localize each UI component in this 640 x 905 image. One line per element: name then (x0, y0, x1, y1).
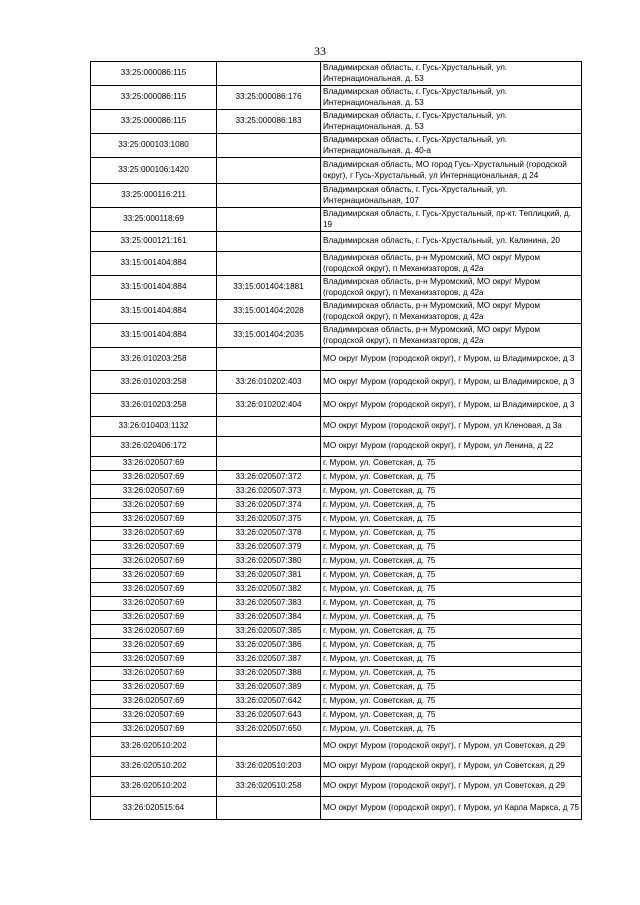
parcel-number-cell: 33:25:000121:161 (91, 232, 217, 252)
table-row (91, 348, 582, 371)
object-number-cell (217, 457, 321, 471)
table-row (91, 485, 582, 499)
object-number-cell: 33:26:020507:380 (217, 555, 321, 569)
object-number-cell: 33:26:020507:387 (217, 653, 321, 667)
address-cell: Владимирская область, г. Гусь-Хрустальный, ул. Интернациональная, д. 53 (321, 62, 582, 86)
parcel-number-cell: 33:26:020507:69 (91, 709, 217, 723)
table-row (91, 437, 582, 457)
object-number-cell: 33:26:020507:383 (217, 597, 321, 611)
address-cell: г. Муром, ул. Советская, д. 75 (321, 611, 582, 625)
parcel-number-cell: 33:26:020507:69 (91, 541, 217, 555)
address-cell: г. Муром, ул. Советская, д. 75 (321, 583, 582, 597)
table-row (91, 252, 582, 276)
object-number-cell (217, 158, 321, 184)
parcel-number-cell: 33:26:020507:69 (91, 639, 217, 653)
table-row (91, 499, 582, 513)
object-number-cell: 33:26:010202:404 (217, 394, 321, 417)
address-cell: г. Муром, ул. Советская, д. 75 (321, 723, 582, 737)
address-cell: МО округ Муром (городской округ), г Муром, ул Кленовая, д 3а (321, 417, 582, 437)
object-number-cell: 33:26:020507:384 (217, 611, 321, 625)
object-number-cell: 33:25:000086:183 (217, 110, 321, 134)
table-row (91, 394, 582, 417)
parcel-number-cell: 33:25:000103:1080 (91, 134, 217, 158)
parcel-number-cell: 33:25:000086:115 (91, 62, 217, 86)
parcel-number-cell: 33:26:020507:69 (91, 499, 217, 513)
parcel-number-cell: 33:25:000118:69 (91, 208, 217, 232)
parcel-number-cell: 33:25:000086:115 (91, 110, 217, 134)
table-row (91, 723, 582, 737)
object-number-cell (217, 208, 321, 232)
address-cell: Владимирская область, р-н Муромский, МО округ Муром (городской округ), п Механизаторов, д 42а (321, 300, 582, 324)
cadastral-table (90, 61, 582, 820)
address-cell: МО округ Муром (городской округ), г Муром, ш Владимирское, д 3 (321, 371, 582, 394)
object-number-cell: 33:26:020507:381 (217, 569, 321, 583)
table-row (91, 695, 582, 709)
address-cell: Владимирская область, МО город Гусь-Хрустальный (городской округ), г Гусь-Хрустальный, ул Интернациональная, д 24 (321, 158, 582, 184)
object-number-cell: 33:26:020507:643 (217, 709, 321, 723)
object-number-cell (217, 134, 321, 158)
address-cell: г. Муром, ул. Советская, д. 75 (321, 653, 582, 667)
table-row (91, 276, 582, 300)
table-row (91, 371, 582, 394)
parcel-number-cell: 33:26:020507:69 (91, 471, 217, 485)
address-cell: г. Муром, ул. Советская, д. 75 (321, 471, 582, 485)
address-cell: МО округ Муром (городской округ), г Муром, ул Карла Маркса, д 75 (321, 797, 582, 820)
object-number-cell (217, 348, 321, 371)
parcel-number-cell: 33:26:010203:258 (91, 394, 217, 417)
parcel-number-cell: 33:26:020507:69 (91, 611, 217, 625)
address-cell: г. Муром, ул. Советская, д. 75 (321, 625, 582, 639)
parcel-number-cell: 33:26:020507:69 (91, 695, 217, 709)
object-number-cell: 33:26:020507:650 (217, 723, 321, 737)
object-number-cell: 33:26:020507:372 (217, 471, 321, 485)
table-row (91, 777, 582, 797)
address-cell: МО округ Муром (городской округ), г Муром, ул Советская, д 29 (321, 777, 582, 797)
address-cell: МО округ Муром (городской округ), г Муром, ул Ленина, д 22 (321, 437, 582, 457)
address-cell: Владимирская область, р-н Муромский, МО округ Муром (городской округ), п Механизаторов, д 42а (321, 324, 582, 348)
table-row (91, 681, 582, 695)
address-cell: Владимирская область, р-н Муромский, МО округ Муром (городской округ), п Механизаторов, д 42а (321, 252, 582, 276)
address-cell: г. Муром, ул. Советская, д. 75 (321, 541, 582, 555)
object-number-cell (217, 252, 321, 276)
object-number-cell: 33:26:020507:378 (217, 527, 321, 541)
object-number-cell (217, 437, 321, 457)
address-cell: Владимирская область, г. Гусь-Хрустальный, пр-кт. Теплицкий, д. 19 (321, 208, 582, 232)
parcel-number-cell: 33:26:020510:202 (91, 777, 217, 797)
table-row (91, 797, 582, 820)
table-row (91, 134, 582, 158)
object-number-cell (217, 62, 321, 86)
object-number-cell: 33:26:020507:385 (217, 625, 321, 639)
object-number-cell (217, 737, 321, 757)
address-cell: г. Муром, ул. Советская, д. 75 (321, 457, 582, 471)
table-row (91, 158, 582, 184)
object-number-cell: 33:15:001404:1881 (217, 276, 321, 300)
object-number-cell: 33:26:020507:375 (217, 513, 321, 527)
parcel-number-cell: 33:25:000106:1420 (91, 158, 217, 184)
parcel-number-cell: 33:25:000086:115 (91, 86, 217, 110)
parcel-number-cell: 33:26:020507:69 (91, 583, 217, 597)
address-cell: Владимирская область, г. Гусь-Хрустальный, ул. Калинина, 20 (321, 232, 582, 252)
object-number-cell (217, 232, 321, 252)
object-number-cell: 33:26:020507:374 (217, 499, 321, 513)
parcel-number-cell: 33:26:020507:69 (91, 485, 217, 499)
object-number-cell: 33:26:020510:203 (217, 757, 321, 777)
table-row (91, 541, 582, 555)
table-row (91, 527, 582, 541)
table-row (91, 232, 582, 252)
table-row (91, 709, 582, 723)
table-row (91, 737, 582, 757)
object-number-cell: 33:26:020507:379 (217, 541, 321, 555)
table-row (91, 184, 582, 208)
address-cell: г. Муром, ул. Советская, д. 75 (321, 555, 582, 569)
table-row (91, 300, 582, 324)
table-row (91, 457, 582, 471)
address-cell: Владимирская область, р-н Муромский, МО округ Муром (городской округ), п Механизаторов, д 42а (321, 276, 582, 300)
parcel-number-cell: 33:15:001404:884 (91, 276, 217, 300)
object-number-cell: 33:26:020507:642 (217, 695, 321, 709)
object-number-cell: 33:25:000086:176 (217, 86, 321, 110)
address-cell: г. Муром, ул. Советская, д. 75 (321, 499, 582, 513)
object-number-cell (217, 797, 321, 820)
parcel-number-cell: 33:26:020507:69 (91, 723, 217, 737)
parcel-number-cell: 33:26:010203:258 (91, 371, 217, 394)
object-number-cell: 33:26:020510:258 (217, 777, 321, 797)
table-row (91, 208, 582, 232)
parcel-number-cell: 33:26:020507:69 (91, 513, 217, 527)
table-row (91, 569, 582, 583)
address-cell: г. Муром, ул. Советская, д. 75 (321, 485, 582, 499)
table-row (91, 86, 582, 110)
address-cell: г. Муром, ул. Советская, д. 75 (321, 681, 582, 695)
address-cell: Владимирская область, г. Гусь-Хрустальный, ул. Интернациональная, д. 53 (321, 86, 582, 110)
table-row (91, 513, 582, 527)
parcel-number-cell: 33:26:020507:69 (91, 681, 217, 695)
table-row (91, 62, 582, 86)
parcel-number-cell: 33:26:010403:1132 (91, 417, 217, 437)
address-cell: г. Муром, ул. Советская, д. 75 (321, 513, 582, 527)
address-cell: г. Муром, ул. Советская, д. 75 (321, 667, 582, 681)
object-number-cell: 33:15:001404:2035 (217, 324, 321, 348)
parcel-number-cell: 33:26:020507:69 (91, 653, 217, 667)
object-number-cell: 33:26:020507:388 (217, 667, 321, 681)
parcel-number-cell: 33:26:020515:64 (91, 797, 217, 820)
parcel-number-cell: 33:15:001404:884 (91, 300, 217, 324)
parcel-number-cell: 33:25:000116:211 (91, 184, 217, 208)
table-row (91, 110, 582, 134)
address-cell: г. Муром, ул. Советская, д. 75 (321, 527, 582, 541)
object-number-cell: 33:26:020507:382 (217, 583, 321, 597)
table-row (91, 471, 582, 485)
parcel-number-cell: 33:26:020507:69 (91, 625, 217, 639)
page-number: 33 (314, 44, 326, 58)
parcel-number-cell: 33:26:020510:202 (91, 737, 217, 757)
address-cell: Владимирская область, г. Гусь-Хрустальный, ул. Интернациональная, 107 (321, 184, 582, 208)
address-cell: Владимирская область, г. Гусь-Хрустальный, ул. Интернациональная, д. 40-а (321, 134, 582, 158)
parcel-number-cell: 33:15:001404:884 (91, 252, 217, 276)
object-number-cell: 33:26:020507:373 (217, 485, 321, 499)
object-number-cell: 33:26:010202:403 (217, 371, 321, 394)
table-row (91, 417, 582, 437)
table-row (91, 324, 582, 348)
address-cell: г. Муром, ул. Советская, д. 75 (321, 597, 582, 611)
object-number-cell: 33:15:001404:2028 (217, 300, 321, 324)
parcel-number-cell: 33:26:020510:202 (91, 757, 217, 777)
address-cell: г. Муром, ул. Советская, д. 75 (321, 569, 582, 583)
address-cell: МО округ Муром (городской округ), г Муром, ул Советская, д 29 (321, 757, 582, 777)
object-number-cell (217, 184, 321, 208)
table-row (91, 639, 582, 653)
table-row (91, 667, 582, 681)
address-cell: МО округ Муром (городской округ), г Муром, ш Владимирское, д 3 (321, 348, 582, 371)
table-row (91, 625, 582, 639)
address-cell: Владимирская область, г. Гусь-Хрустальный, ул. Интернациональная, д. 53 (321, 110, 582, 134)
parcel-number-cell: 33:26:010203:258 (91, 348, 217, 371)
table-row (91, 597, 582, 611)
parcel-number-cell: 33:26:020507:69 (91, 457, 217, 471)
table-row (91, 583, 582, 597)
table-row (91, 611, 582, 625)
table-row (91, 653, 582, 667)
parcel-number-cell: 33:26:020507:69 (91, 569, 217, 583)
address-cell: МО округ Муром (городской округ), г Муром, ш Владимирское, д 3 (321, 394, 582, 417)
address-cell: МО округ Муром (городской округ), г Муром, ул Советская, д 29 (321, 737, 582, 757)
object-number-cell: 33:26:020507:389 (217, 681, 321, 695)
address-cell: г. Муром, ул. Советская, д. 75 (321, 695, 582, 709)
table-row (91, 757, 582, 777)
address-cell: г. Муром, ул. Советская, д. 75 (321, 639, 582, 653)
object-number-cell: 33:26:020507:386 (217, 639, 321, 653)
parcel-number-cell: 33:26:020507:69 (91, 555, 217, 569)
address-cell: г. Муром, ул. Советская, д. 75 (321, 709, 582, 723)
parcel-number-cell: 33:26:020507:69 (91, 527, 217, 541)
object-number-cell (217, 417, 321, 437)
parcel-number-cell: 33:26:020507:69 (91, 667, 217, 681)
parcel-number-cell: 33:26:020406:172 (91, 437, 217, 457)
parcel-number-cell: 33:15:001404:884 (91, 324, 217, 348)
parcel-number-cell: 33:26:020507:69 (91, 597, 217, 611)
table-row (91, 555, 582, 569)
